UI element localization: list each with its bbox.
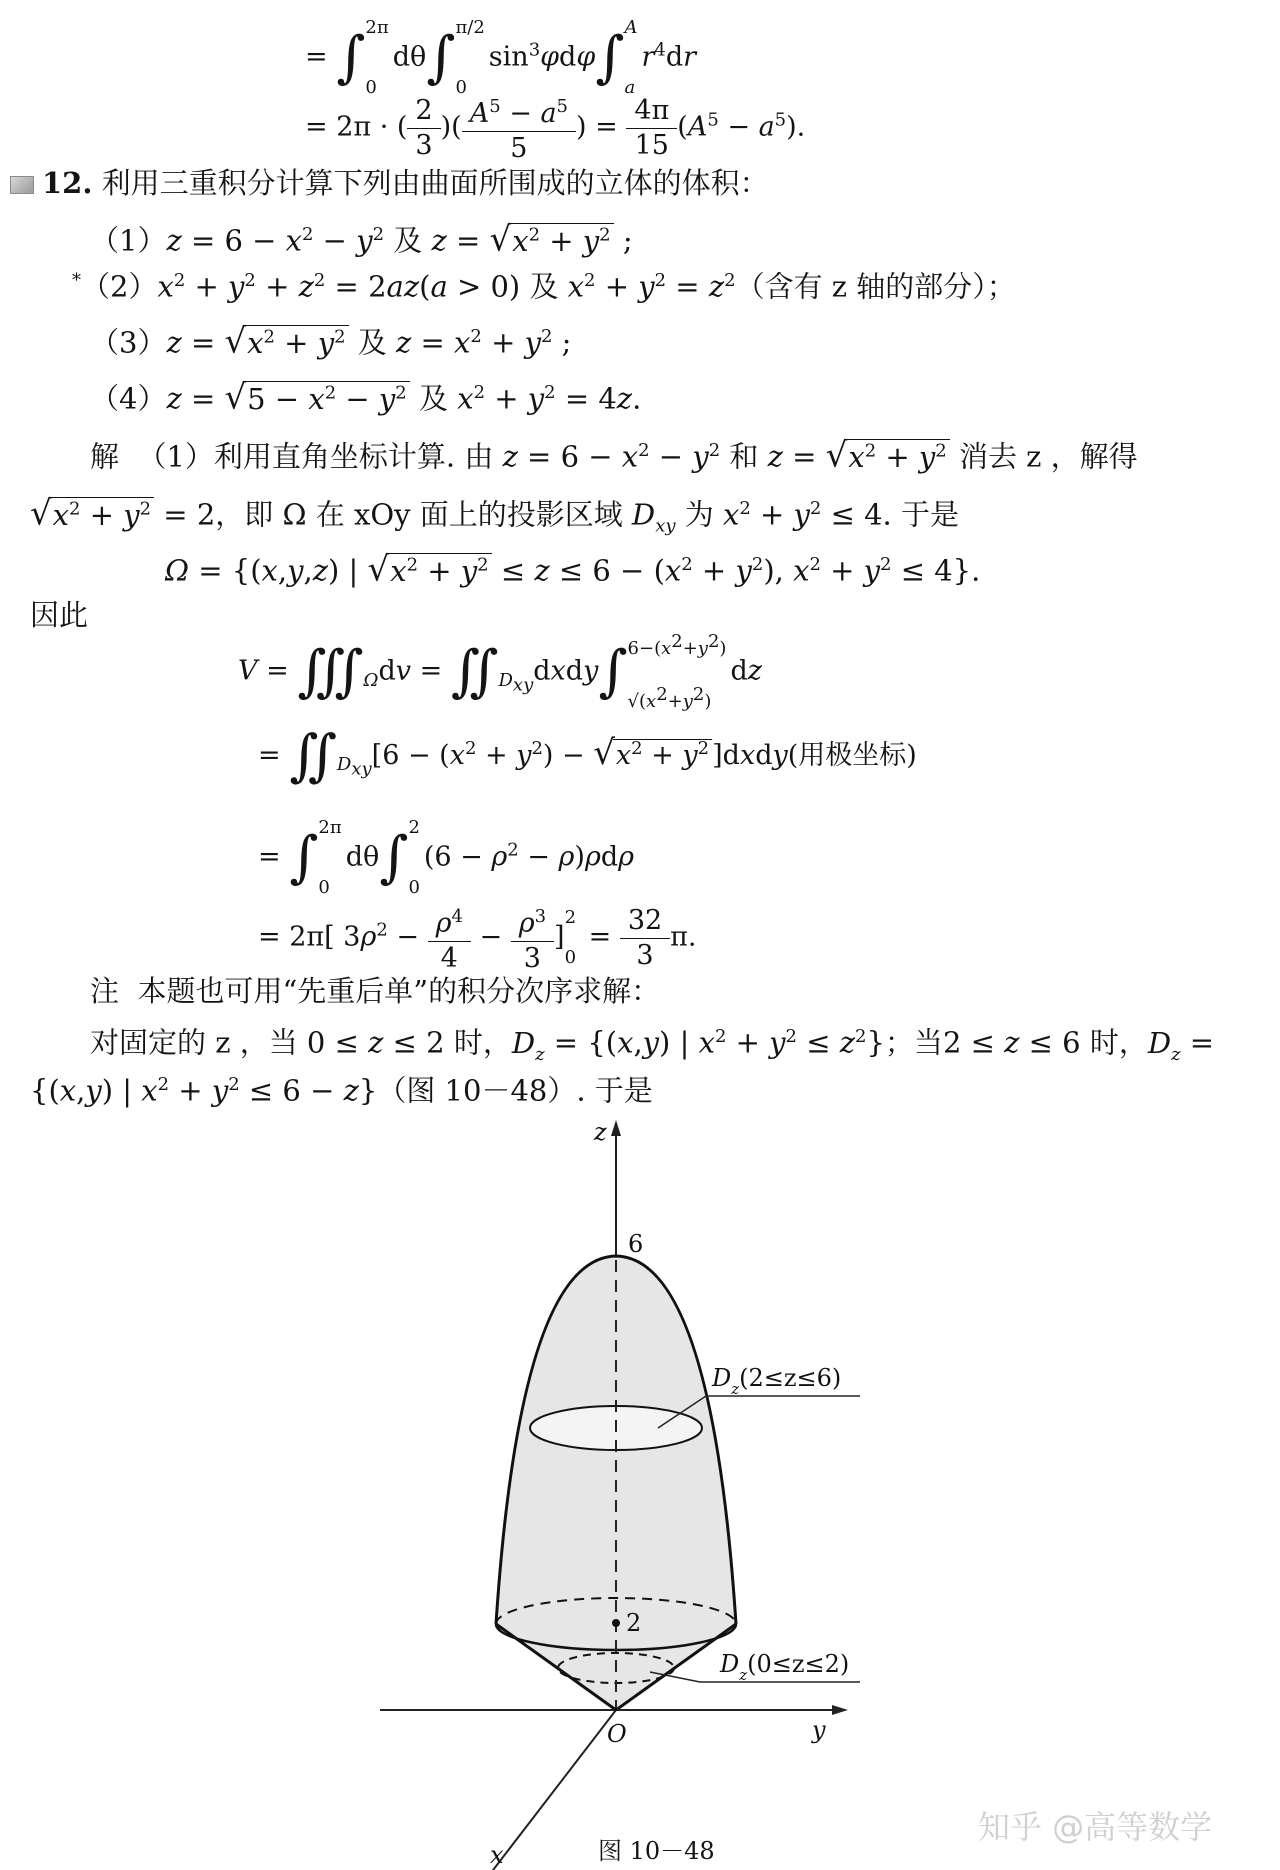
problem-number: 12. bbox=[42, 166, 93, 200]
volume-eq-4: = 2π[ $3\rho^2$ − $\frac{\rho^4}{4}$ − $\frac{\rho^3}{3}$ ] 2 0 = $\frac{32}{3}$ π. bbox=[258, 904, 697, 974]
note-line-3: {(x,y) | $x^2 + y^2 \le 6 - z$}（图 10－48）. 于是 bbox=[30, 1073, 653, 1108]
star-mark: * bbox=[72, 270, 81, 291]
z-axis-label: z bbox=[594, 1118, 607, 1146]
volume-eq-3: = ∫ 2π 0 dθ∫ 2 0 $(6 - \rho^2 - \rho)\rho d\rho$ bbox=[258, 817, 634, 898]
solution-line-1: 解 （1）利用直角坐标计算. 由 $z = 6 - x^2 - y^2$ 和 $z = √x^2 + y^2$ 消去 z ，解得 bbox=[90, 435, 1138, 476]
upper-region-label: $D_z(2\le z\le 6)$ bbox=[712, 1364, 842, 1398]
watermark: 知乎 @高等数学 bbox=[978, 1808, 1213, 1846]
problem-item-4: $(4)z = √5 - x^2 - y^2$ 及 $x^2 + y^2 = 4z$. bbox=[90, 377, 642, 418]
problem-item-3: $(3)z = √x^2 + y^2$ 及 $z = x^2 + y^2$ ; bbox=[90, 321, 572, 362]
y-axis-arrow bbox=[832, 1705, 848, 1715]
problem-header bbox=[10, 164, 769, 202]
origin-label: O bbox=[607, 1720, 627, 1748]
exercise-icon bbox=[10, 176, 34, 194]
result-denominator: 3 bbox=[620, 938, 670, 973]
solution-line-2: $√x^2 + y^2 = 2$，即 Ω 在 xOy 面上的投影区域 $D_{xy}$ 为 $x^2 + y^2 \le 4$. 于是 bbox=[30, 493, 960, 537]
figure-10-48 bbox=[0, 1110, 1280, 1870]
note-line-1: 注 本题也可用“先重后单”的积分次序求解： bbox=[90, 974, 661, 1008]
note-label: 注 bbox=[90, 974, 120, 1008]
omega-definition: Ω = {(x,y,z) | $√x^2 + y^2 \le z \le 6 - (x^2 + y^2)$, $x^2 + y^2 \le 4$}. bbox=[165, 549, 981, 590]
eq-line-2: = 2π · ( $\frac{2}{3}$ )( $\frac{A^5 - a^5}{5}$ ) = $\frac{4\pi}{15}$ $(A^5 - a^5)$. bbox=[305, 94, 806, 164]
problem-item-2: $^*(2)x^2 + y^2 + z^2 = 2az(a > 0)$ 及 $x^2 + y^2 = z^2$（含有 z 轴的部分）； bbox=[72, 269, 1016, 304]
top-tick-label: 6 bbox=[628, 1230, 644, 1258]
eq-line-1: = ∫ 2π 0 dθ∫ π/2 0 $\sin^3\varphi d\varphi\int$ A a $r^4dr$ bbox=[305, 17, 697, 98]
volume-eq-1: $V = ∭_\Omega dv$ = $∬_{D_{xy}}dxdy\int$ $6-(x^2+y^2)$ $√(x^2+y^2)$ dz bbox=[238, 631, 762, 712]
z-axis-arrow bbox=[611, 1120, 621, 1136]
point-z2 bbox=[612, 1619, 620, 1627]
problem-item-1: $(1)z = 6 - x^2 - y^2$ 及 $z = √x^2 + y^2$ ; bbox=[90, 219, 633, 260]
note-line-2: 对固定的 z ，当 0 ≤ z ≤ 2 时，$D_z = \{(x,y)$ | $x^2 + y^2 \le z^2$}；当2 ≤ z ≤ 6 时，$D_z$ = bbox=[90, 1025, 1215, 1065]
lower-region-label: $D_z(0\le z\le 2)$ bbox=[720, 1650, 850, 1684]
result-numerator: 32 bbox=[627, 904, 663, 936]
figure-caption: 图 10－48 bbox=[598, 1837, 715, 1865]
mid-tick-label: 2 bbox=[626, 1609, 642, 1637]
problem-statement: 利用三重积分计算下列由曲面所围成的立体的体积： bbox=[101, 166, 769, 200]
volume-eq-2: = $∬_{D_{xy}}[6 - (x^2 + y^2) - √x^2 + y^2$ ]dxdy(用极坐标) bbox=[258, 723, 917, 789]
y-axis-label: y bbox=[812, 1716, 826, 1744]
x-axis-label: x bbox=[490, 1841, 504, 1869]
yinci-label: 因此 bbox=[30, 598, 89, 632]
solution-label: 解 bbox=[90, 439, 120, 474]
